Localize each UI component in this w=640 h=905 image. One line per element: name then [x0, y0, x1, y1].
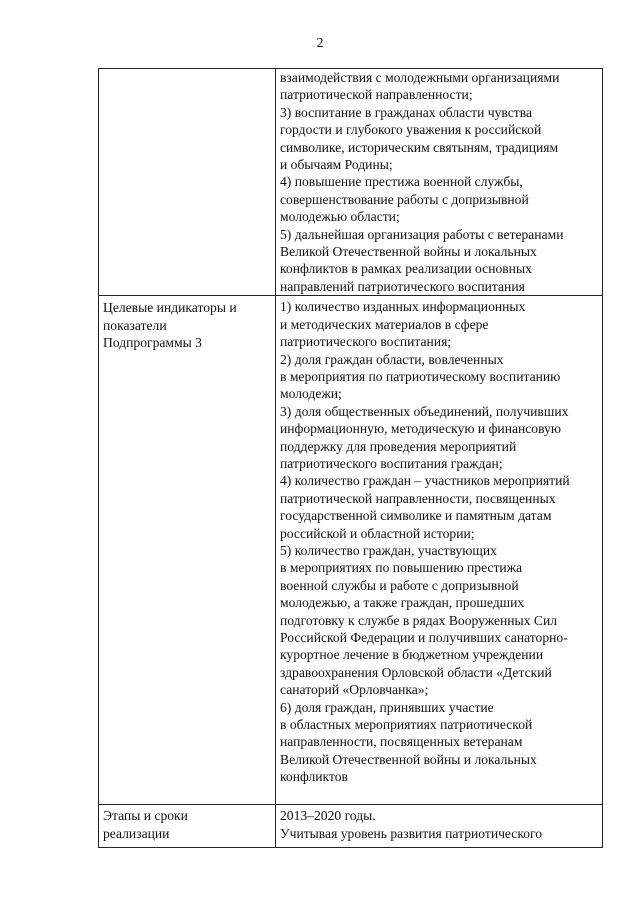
text-line: патриотической направленности, посвященных — [280, 490, 556, 506]
text-line: Великой Отечественной войны и локальных — [280, 751, 537, 767]
row-label-cell — [99, 805, 276, 848]
text-line: 5) дальнейшая организация работы с ветеранами — [280, 226, 564, 242]
text-line: гордости и глубокого уважения к российской — [280, 122, 542, 138]
text-line: информационную, методическую и финансовую — [280, 421, 562, 437]
text-line: символике, историческим святыням, традициям — [280, 139, 559, 155]
text-line: патриотической направленности; — [280, 87, 473, 103]
text-line: в областных мероприятиях патриотической — [280, 717, 533, 733]
table-row — [99, 296, 603, 805]
row-content-cell — [276, 805, 603, 848]
text-line: 2013–2020 годы. — [280, 808, 376, 824]
label-line: показатели — [103, 317, 167, 333]
text-line: конфликтов в рамках реализации основных — [280, 261, 532, 277]
label-line: реализации — [103, 825, 170, 841]
text-line: Российской Федерации и получивших санаторно- — [280, 630, 568, 645]
text-line: поддержку для проведения мероприятий — [280, 438, 517, 454]
text-line: 4) количество граждан – участников мероприятий — [280, 473, 570, 489]
label-line: Целевые индикаторы и — [103, 300, 237, 316]
text-line: подготовку к службе в рядах Вооруженных Сил — [280, 612, 558, 628]
text-line: и обычаям Родины; — [280, 157, 393, 173]
text-line: 4) повышение престижа военной службы, — [280, 174, 523, 190]
text-line: 2) доля граждан области, вовлеченных — [280, 351, 504, 367]
text-line: Учитывая уровень развития патриотического — [280, 825, 543, 841]
text-line: направлений патриотического воспитания — [280, 278, 525, 294]
text-line: 3) доля общественных объединений, получивших — [280, 403, 569, 419]
text-line: 5) количество граждан, участвующих — [280, 542, 497, 558]
text-line: взаимодействия с молодежными организациями — [280, 70, 560, 85]
row-label-cell — [99, 296, 276, 805]
text-line: молодежью области; — [280, 209, 400, 225]
row-content-cell — [276, 296, 603, 805]
table-row — [99, 805, 603, 848]
text-line: и методических материалов в сфере — [280, 316, 489, 332]
text-line: российской и областной истории; — [280, 525, 475, 541]
text-line: молодежью, а также граждан, прошедших — [280, 595, 525, 611]
table-row — [99, 69, 603, 296]
text-line: здравоохранения Орловской области «Детский — [280, 664, 552, 680]
text-line: Великой Отечественной войны и локальных — [280, 244, 537, 260]
text-line: в мероприятиях по повышению престижа — [280, 560, 523, 576]
text-line: совершенствование работы с допризывной — [280, 191, 529, 207]
text-line: направленности, посвященных ветеранам — [280, 734, 523, 750]
row-label-cell — [99, 69, 276, 296]
text-line: конфликтов — [280, 769, 348, 785]
text-line: патриотического воспитания граждан; — [280, 455, 503, 471]
passport-table — [98, 68, 603, 848]
row-content-cell — [276, 69, 603, 296]
page-number: 2 — [316, 36, 324, 51]
text-line: 6) доля граждан, принявших участие — [280, 699, 494, 715]
text-line: санаторий «Орловчанка»; — [280, 682, 429, 698]
text-line: 3) воспитание в гражданах области чувства — [280, 104, 533, 120]
text-line: патриотического воспитания; — [280, 334, 452, 350]
text-line: курортное лечение в бюджетном учреждении — [280, 647, 544, 663]
text-line: в мероприятия по патриотическому воспитанию — [280, 368, 561, 384]
text-line: молодежи; — [280, 386, 342, 402]
label-line: Подпрограммы 3 — [103, 335, 202, 351]
text-line: государственной символике и памятным датам — [280, 508, 552, 524]
text-line: 1) количество изданных информационных — [280, 299, 526, 315]
label-line: Этапы и сроки — [103, 808, 188, 824]
text-line: военной службы и работе с допризывной — [280, 577, 519, 593]
